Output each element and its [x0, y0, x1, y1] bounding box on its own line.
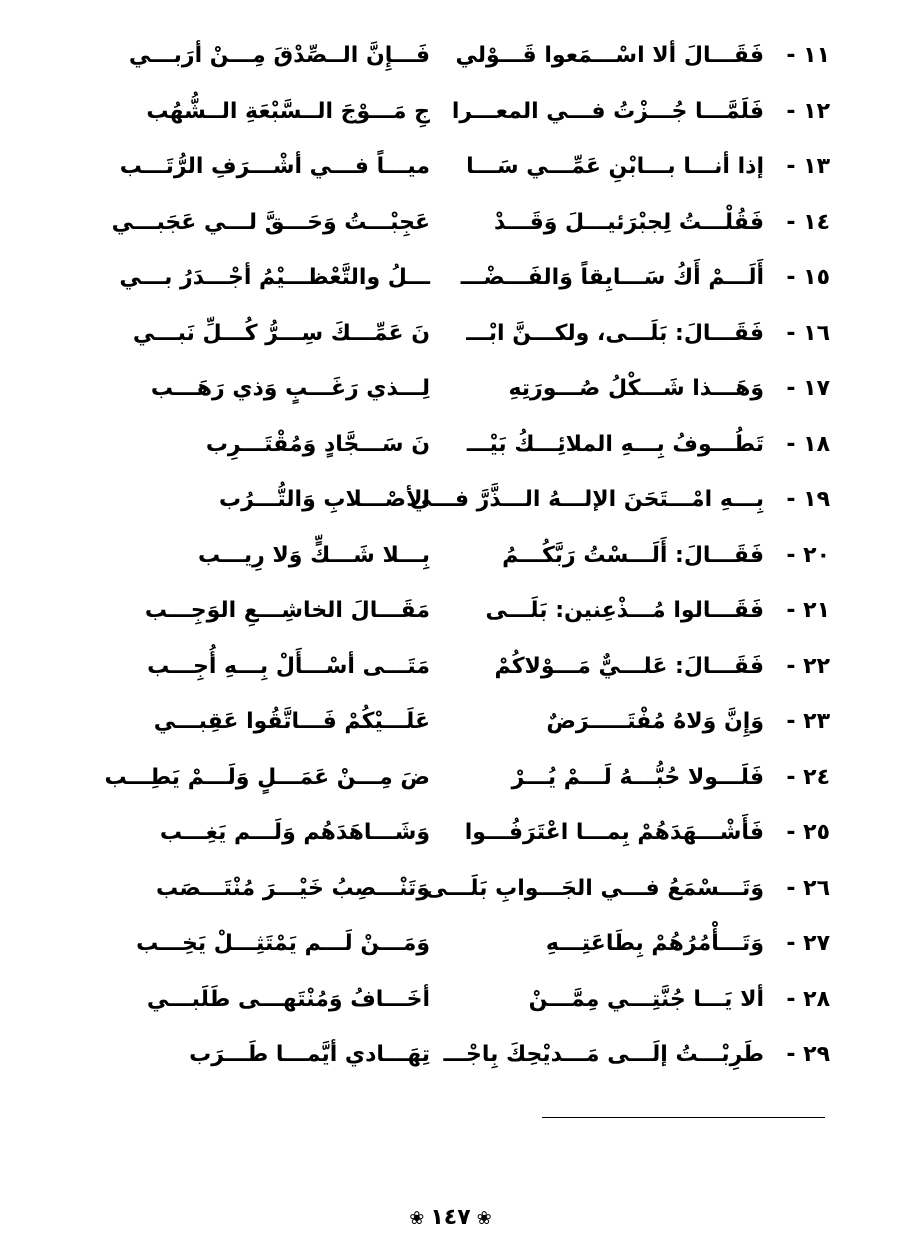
verse-second-hemistich: فَـــإِنَّ الــصِّدْقَ مِـــنْ أرَبـــي	[128, 43, 430, 69]
verse-number: ٢٢ -	[786, 653, 830, 679]
verse-number: ١٣ -	[786, 154, 830, 180]
verse-second-hemistich: الأصْـــلابِ وَالتُّـــرُب	[218, 487, 430, 513]
verse-line	[70, 639, 830, 695]
verse-line	[70, 528, 830, 584]
verse-first-hemistich: تَطُـــوفُ بِـــهِ الملائِـــكُ بَيْـــ	[466, 431, 764, 457]
verse-line	[70, 972, 830, 1028]
footnote-separator-line	[542, 1117, 825, 1118]
verse-first-hemistich: فَلَمَّـــا جُـــزْتُ فـــي المعـــرا	[451, 98, 764, 124]
verse-number: ٢٠ -	[786, 542, 830, 568]
verse-number: ١٥ -	[786, 265, 830, 291]
verse-first-hemistich: فَلَـــولا حُبُّـــهُ لَـــمْ يُـــرْ	[511, 764, 764, 790]
ornament-icon: ❀	[409, 1207, 425, 1229]
verse-second-hemistich: عَجِبْـــتُ وَحَـــقَّ لـــي عَجَبـــي	[111, 209, 430, 235]
verse-first-hemistich-group	[455, 321, 830, 346]
verse-number: ٢٧ -	[786, 931, 830, 957]
verse-first-hemistich-group	[455, 987, 830, 1012]
verse-first-hemistich-group	[455, 543, 830, 568]
verse-number: ٢٨ -	[786, 986, 830, 1012]
verse-first-hemistich: ألا يَـــا جُنَّتِـــي مِمَّـــنْ	[528, 986, 764, 1012]
verse-number: ٢٣ -	[786, 709, 830, 735]
verse-first-hemistich-group	[455, 210, 830, 235]
verse-first-hemistich: فَقُلْـــتُ لِجبْرَئيـــلَ وَقَـــدْ	[494, 209, 764, 235]
verse-first-hemistich: إذا أنـــا بـــابْنِ عَمِّـــي سَـــا	[466, 154, 764, 180]
verse-first-hemistich: فَقَـــالَ ألا اسْـــمَعوا قَـــوْلي	[455, 43, 764, 69]
verse-first-hemistich-group	[455, 432, 830, 457]
verse-number: ٢٤ -	[786, 764, 830, 790]
verse-first-hemistich-group	[455, 43, 830, 68]
verse-second-hemistich: لِـــذي رَغَـــبٍ وَذي رَهَـــب	[150, 376, 430, 402]
verse-first-hemistich: وَهَـــذا شَـــكْلُ صُـــورَتِهِ	[508, 376, 764, 402]
verse-line	[70, 84, 830, 140]
verse-first-hemistich-group	[443, 1042, 830, 1068]
verse-second-hemistich: تِهَـــادي أيَّمـــا طَـــرَب	[189, 1042, 430, 1068]
poem-verses	[70, 28, 830, 1083]
verse-line	[70, 361, 830, 417]
verse-first-hemistich-group	[455, 376, 830, 401]
verse-line	[70, 195, 830, 251]
verse-first-hemistich-group	[455, 265, 830, 290]
verse-line	[70, 583, 830, 639]
verse-first-hemistich: بِـــهِ امْـــتَحَنَ الإلـــهُ الـــذَّرَّ فـــي	[409, 487, 764, 513]
verse-number: ١٨ -	[786, 431, 830, 457]
page-number: ١٤٧	[430, 1205, 471, 1230]
verse-second-hemistich: جِ مَـــوْجَ الــسَّبْعَةِ الــشُّهُب	[146, 98, 430, 124]
verse-first-hemistich-group	[455, 709, 830, 734]
verse-first-hemistich: فَأَشْـــهَدَهُمْ بِمـــا اعْتَرَفُـــوا	[464, 820, 764, 846]
verse-second-hemistich: ضَ مِـــنْ عَمَـــلٍ وَلَـــمْ يَطِـــب	[104, 764, 430, 790]
verse-first-hemistich-group	[451, 98, 830, 124]
verse-number: ١٢ -	[786, 98, 830, 124]
verse-line	[70, 472, 830, 528]
verse-number: ٢١ -	[786, 598, 830, 624]
verse-number: ١١ -	[786, 43, 830, 69]
verse-line	[70, 139, 830, 195]
verse-line	[70, 861, 830, 917]
verse-number: ١٤ -	[786, 209, 830, 235]
verse-number: ٢٦ -	[786, 875, 830, 901]
verse-first-hemistich-group	[425, 875, 830, 901]
verse-first-hemistich-group	[455, 654, 830, 679]
verse-first-hemistich: فَقَـــالَ: عَلـــيٌّ مَـــوْلاكُمْ	[494, 653, 764, 679]
verse-second-hemistich: عَلَـــيْكُمْ فَـــاتَّقُوا عَقِبـــي	[153, 709, 430, 735]
verse-line	[70, 694, 830, 750]
verse-second-hemistich: وَتَنْـــصِبُ خَيْـــرَ مُنْتَـــصَب	[156, 875, 430, 901]
verse-number: ١٩ -	[786, 487, 830, 513]
verse-first-hemistich: وَإِنَّ وَلاهُ مُفْتَـــــرَضٌ	[546, 709, 764, 735]
verse-first-hemistich-group	[455, 598, 830, 623]
verse-first-hemistich: فَقَـــالَ: أَلَـــسْتُ رَبَّكُـــمُ	[502, 542, 764, 568]
verse-line	[70, 805, 830, 861]
verse-first-hemistich: طَرِبْـــتُ إلَـــى مَـــديْحِكَ بِاجْـــ	[443, 1042, 764, 1068]
verse-second-hemistich: نَ عَمِّـــكَ سِـــرُّ كُـــلِّ نَبـــي	[132, 320, 430, 346]
verse-second-hemistich: مَتَـــى أسْـــأَلْ بِـــهِ أُجِـــب	[147, 653, 430, 679]
verse-line	[70, 916, 830, 972]
verse-first-hemistich: فَقَـــالَ: بَلَـــى، ولكـــنَّ ابْـــ	[466, 320, 764, 346]
verse-second-hemistich: وَشَـــاهَدَهُم وَلَـــم يَغِـــب	[159, 820, 430, 846]
verse-number: ٢٥ -	[786, 820, 830, 846]
verse-first-hemistich-group	[455, 765, 830, 790]
verse-second-hemistich: ـــلُ والتَّعْظـــيْمُ أجْـــدَرُ بـــي	[119, 265, 430, 291]
verse-number: ٢٩ -	[786, 1042, 830, 1068]
verse-first-hemistich-group	[455, 820, 830, 845]
verse-first-hemistich-group	[455, 931, 830, 956]
verse-number: ١٧ -	[786, 376, 830, 402]
verse-second-hemistich: مَقَـــالَ الخاشِـــعِ الوَجِـــب	[144, 598, 430, 624]
verse-number: ١٦ -	[786, 320, 830, 346]
verse-line	[70, 417, 830, 473]
verse-first-hemistich: وَتَـــسْمَعُ فـــي الجَـــوابِ بَلَـــى	[425, 875, 764, 901]
verse-line	[70, 750, 830, 806]
page-number-footer	[0, 1205, 901, 1230]
verse-second-hemistich: وَمَـــنْ لَـــم يَمْتَثِـــلْ يَخِـــب	[136, 931, 430, 957]
verse-line	[70, 28, 830, 84]
verse-line	[70, 306, 830, 362]
verse-second-hemistich: أخَـــافُ وَمُنْتَهـــى طَلَبـــي	[146, 986, 430, 1012]
verse-second-hemistich: نَ سَـــجَّادٍ وَمُقْتَـــرِب	[205, 431, 430, 457]
verse-first-hemistich-group	[409, 487, 830, 513]
verse-line	[70, 1027, 830, 1083]
verse-first-hemistich-group	[455, 154, 830, 179]
verse-first-hemistich: أَلَـــمْ أَكُ سَـــابِقاً وَالفَـــضْـــ	[460, 265, 764, 291]
verse-first-hemistich: وَتَـــأْمُرُهُمْ بِطَاعَتِـــهِ	[545, 931, 764, 957]
ornament-icon: ❀	[476, 1207, 492, 1229]
verse-first-hemistich: فَقَـــالوا مُـــذْعِنين: بَلَـــى	[485, 598, 764, 624]
verse-line	[70, 250, 830, 306]
verse-second-hemistich: ميـــاً فـــي أشْـــرَفِ الرُّتَـــب	[119, 154, 430, 180]
verse-second-hemistich: بِـــلا شَـــكٍّ وَلا رِيـــب	[197, 542, 430, 568]
